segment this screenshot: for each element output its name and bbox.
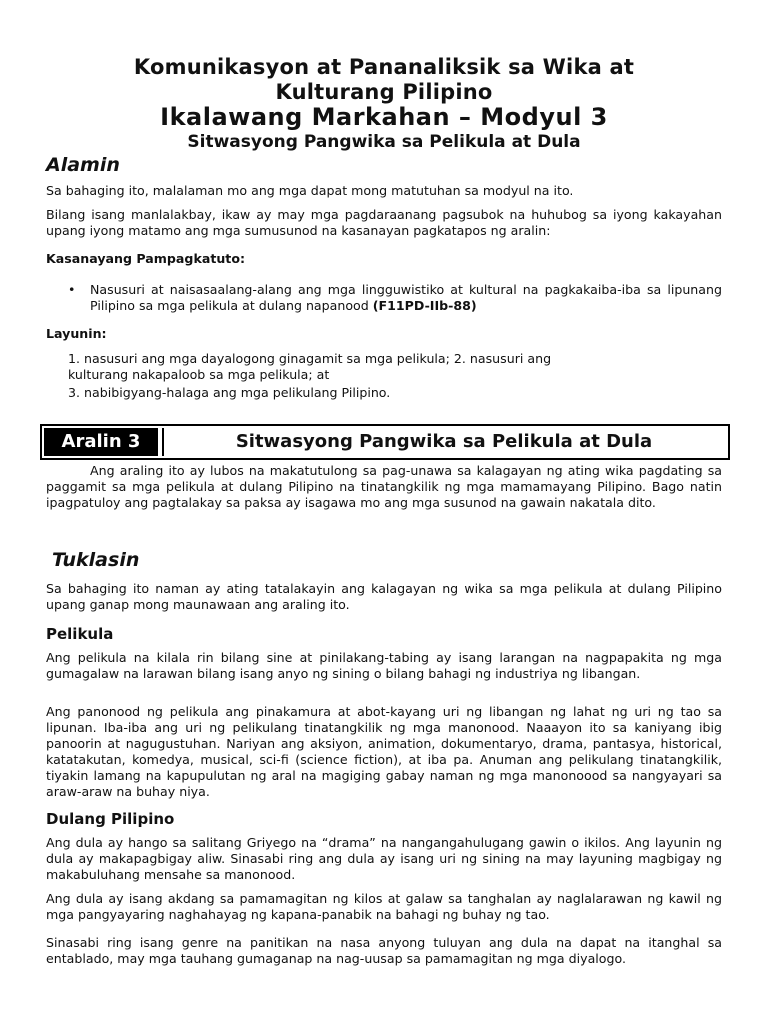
pelikula-paragraph-1: Ang pelikula na kilala rin bilang sine at pinilakang-tabing ay isang larangan na nagpapakita ng mga gumagalaw na larawan bilang isang anyo ng sining o bilang bahagi ng industriya ng libangan.	[46, 650, 722, 681]
layunin-item-1-cont: kulturang nakapaloob sa mga pelikula; at	[68, 367, 330, 382]
dula-paragraph-1: Ang dula ay hango sa salitang Griyego na “drama” na nangangahulugang gawin o ikilos. Ang layunin ng dula ay makapagbigay aliw. Sinasabi ring ang dula ay isang uri ng sining na may layuning magbigay ng makabuluhang mensahe sa manonood.	[46, 835, 722, 882]
module-title-line2: Kulturang Pilipino	[275, 80, 493, 104]
alamin-paragraph: Bilang isang manlalakbay, ikaw ay may mga pagdaraanang pagsubok na huhubog sa iyong kakayahan upang iyong matamo ang mga sumusunod na kasanayan pagkatapos ng aralin:	[46, 207, 722, 238]
kasanayan-label: Kasanayang Pampagkatuto:	[46, 251, 246, 266]
kasanayan-text: Nasusuri at naisasaalang-alang ang mga lingguwistiko at kultural na pagkakaiba-iba sa lipunang Pilipino sa mga pelikula at dulang napanood	[90, 282, 722, 313]
alamin-heading: Alamin	[46, 154, 120, 176]
module-title	[60, 55, 708, 105]
layunin-item-1: 1. nasusuri ang mga dayalogong ginagamit sa mga pelikula; 2. nasusuri ang	[68, 351, 552, 366]
pelikula-heading: Pelikula	[46, 625, 114, 643]
layunin-label: Layunin:	[46, 326, 107, 341]
alamin-intro: Sa bahaging ito, malalaman mo ang mga dapat mong matutuhan sa modyul na ito.	[46, 183, 574, 198]
quarter-module-title: Ikalawang Markahan – Modyul 3	[160, 103, 608, 131]
module-title-line1: Komunikasyon at Pananaliksik sa Wika at	[133, 55, 635, 79]
aralin-title: Sitwasyong Pangwika sa Pelikula at Dula	[162, 428, 724, 456]
tuklasin-heading: Tuklasin	[52, 549, 140, 571]
competency-code: (F11PD-IIb-88)	[372, 298, 477, 313]
kasanayan-bullet	[68, 282, 722, 314]
dula-paragraph-3: Sinasabi ring isang genre na panitikan na nasa anyong tuluyan ang dula na dapat na itanghal sa entablado, may mga tauhang gumaganap na nag-uusap sa pamamagitan ng mga diyalogo.	[46, 935, 722, 966]
aralin-banner	[40, 424, 730, 460]
dula-paragraph-2: Ang dula ay isang akdang sa pamamagitan ng kilos at galaw sa tanghalan ay naglalarawan ng kawil ng mga pangyayaring naghahayag ng kapana-panabik na bahagi ng buhay ng tao.	[46, 891, 722, 922]
pelikula-paragraph-2: Ang panonood ng pelikula ang pinakamura at abot-kayang uri ng libangan ng lahat ng uri ng tao sa lipunan. Iba-iba ang uri ng pelikulang tinatangkilik ng mga manonood. Naaayon ito sa kaniyang ibig panoorin at nagugustuhan. Nariyan ang aksiyon, animation, dokumentaryo, drama, pantasya, historical, katatakutan, komedya, musical, sci-fi (science fiction), at iba pa. Anuman ang pelikulang tinatangkilik, tiyakin lamang na kapupulutan ng aral na magiging gabay naman ng mga manonoood sa nangyayari sa araw-araw na buhay niya.	[46, 704, 722, 799]
aralin-number: Aralin 3	[44, 428, 158, 456]
aralin-intro: Ang araling ito ay lubos na makatutulong sa pag-unawa sa kalagayan ng ating wika pagdating sa paggamit sa mga pelikula at dulang Pilipino na tinatangkilik ng mga mamamayang Pilipino. Bago natin ipagpatuloy ang pagtalakay sa paksa ay isagawa mo ang mga susunod na gawain nakatala dito.	[46, 463, 722, 510]
bullet-dot-icon: •	[68, 282, 76, 297]
tuklasin-paragraph: Sa bahaging ito naman ay ating tatalakayin ang kalagayan ng wika sa mga pelikula at dulang Pilipino upang ganap mong maunawaan ang araling ito.	[46, 581, 722, 612]
layunin-item-3: 3. nabibigyang-halaga ang mga pelikulang Pilipino.	[68, 385, 391, 400]
dula-heading: Dulang Pilipino	[46, 810, 175, 828]
module-subtitle: Sitwasyong Pangwika sa Pelikula at Dula	[187, 132, 581, 152]
